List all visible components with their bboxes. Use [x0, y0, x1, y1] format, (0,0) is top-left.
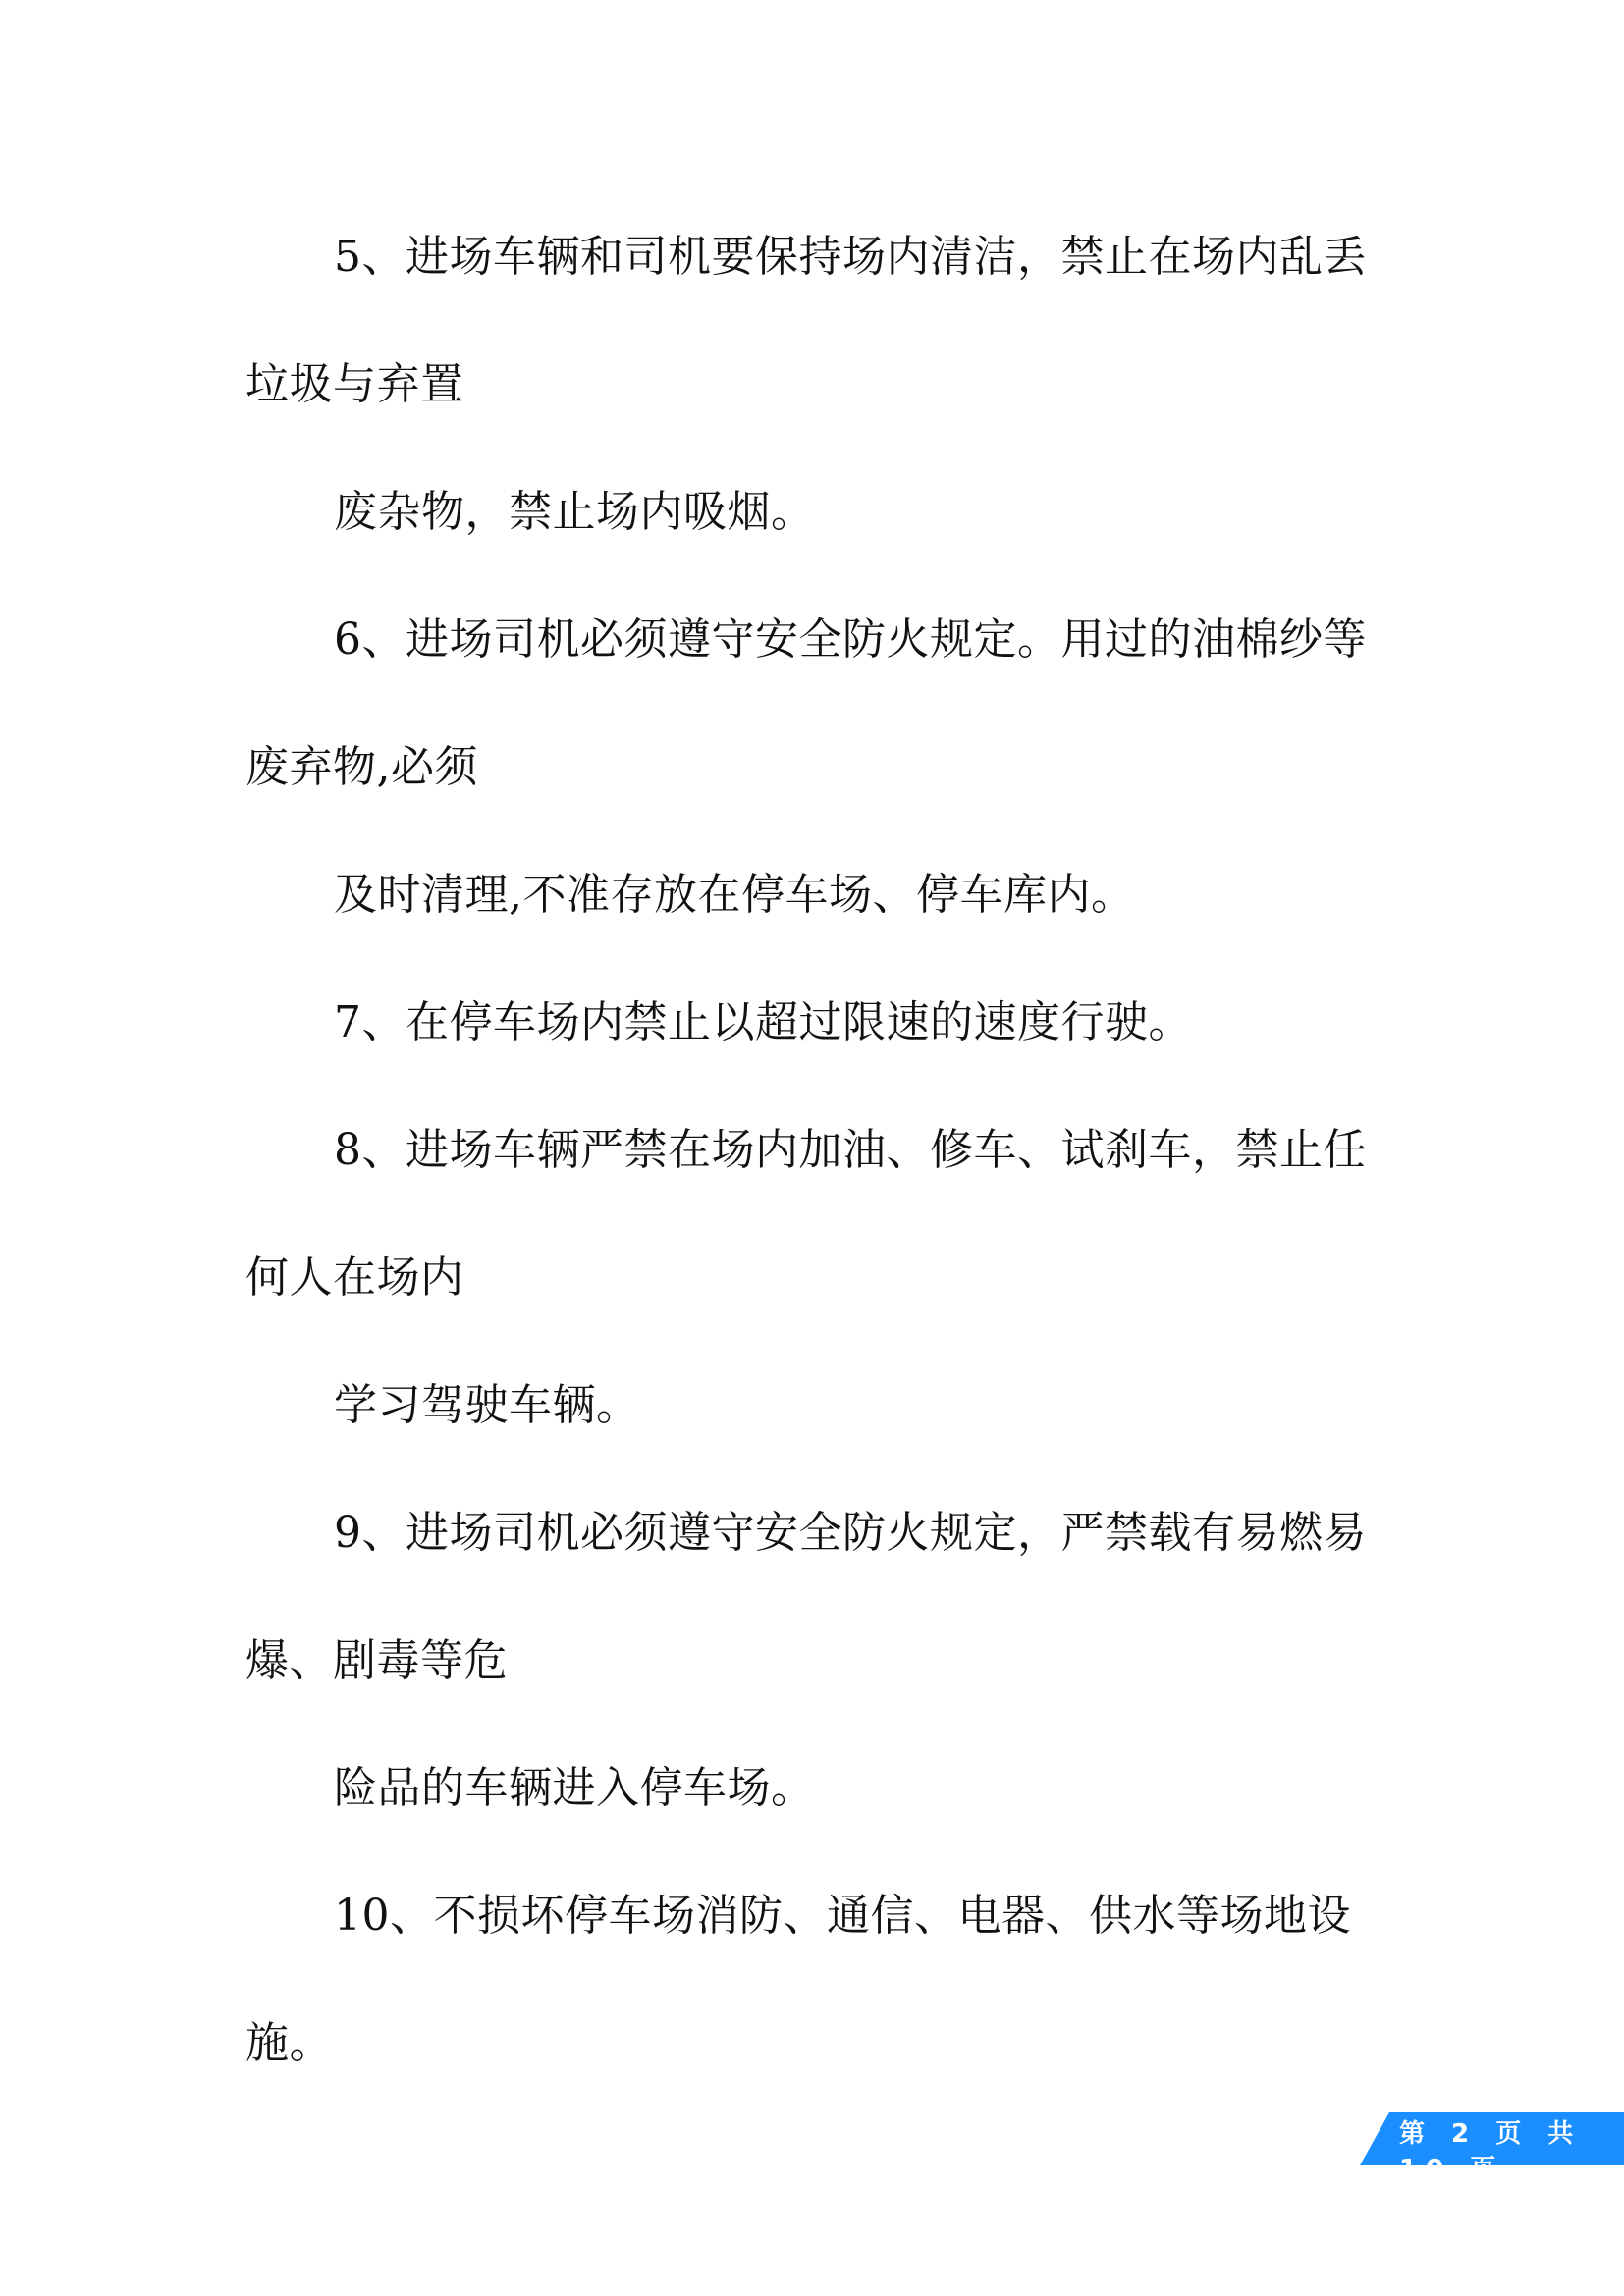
paragraph-8-line-3: 学习驾驶车辆。 [334, 1380, 640, 1430]
paragraph-9-line-3: 险品的车辆进入停车场。 [334, 1763, 815, 1813]
paragraph-8-line-2: 何人在场内 [245, 1253, 464, 1303]
paragraph-6-line-3: 及时清理,不准存放在停车场、停车库内。 [334, 870, 1135, 920]
paragraph-8-line-1: 8、进场车辆严禁在场内加油、修车、试刹车，禁止任 [334, 1125, 1367, 1175]
paragraph-7-line-1: 7、在停车场内禁止以超过限速的速度行驶。 [334, 997, 1192, 1047]
paragraph-9-line-1: 9、进场司机必须遵守安全防火规定，严禁载有易燃易 [334, 1508, 1367, 1558]
paragraph-5-line-1: 5、进场车辆和司机要保持场内清洁，禁止在场内乱丢 [334, 232, 1367, 282]
paragraph-10-line-2: 施。 [245, 2018, 333, 2068]
paragraph-5-line-3: 废杂物，禁止场内吸烟。 [334, 487, 815, 537]
page-number-footer [1360, 2112, 1624, 2184]
paragraph-6-line-1: 6、进场司机必须遵守安全防火规定。用过的油棉纱等 [334, 614, 1367, 665]
paragraph-5-line-2: 垃圾与弃置 [245, 359, 464, 409]
paragraph-6-line-2: 废弃物,必须 [245, 742, 478, 792]
paragraph-10-line-1: 10、不损坏停车场消防、通信、电器、供水等场地设 [334, 1891, 1351, 1941]
page-number-label: 第 2 页 共 10 页 [1399, 2119, 1583, 2184]
paragraph-9-line-2: 爆、剧毒等危 [245, 1635, 508, 1685]
